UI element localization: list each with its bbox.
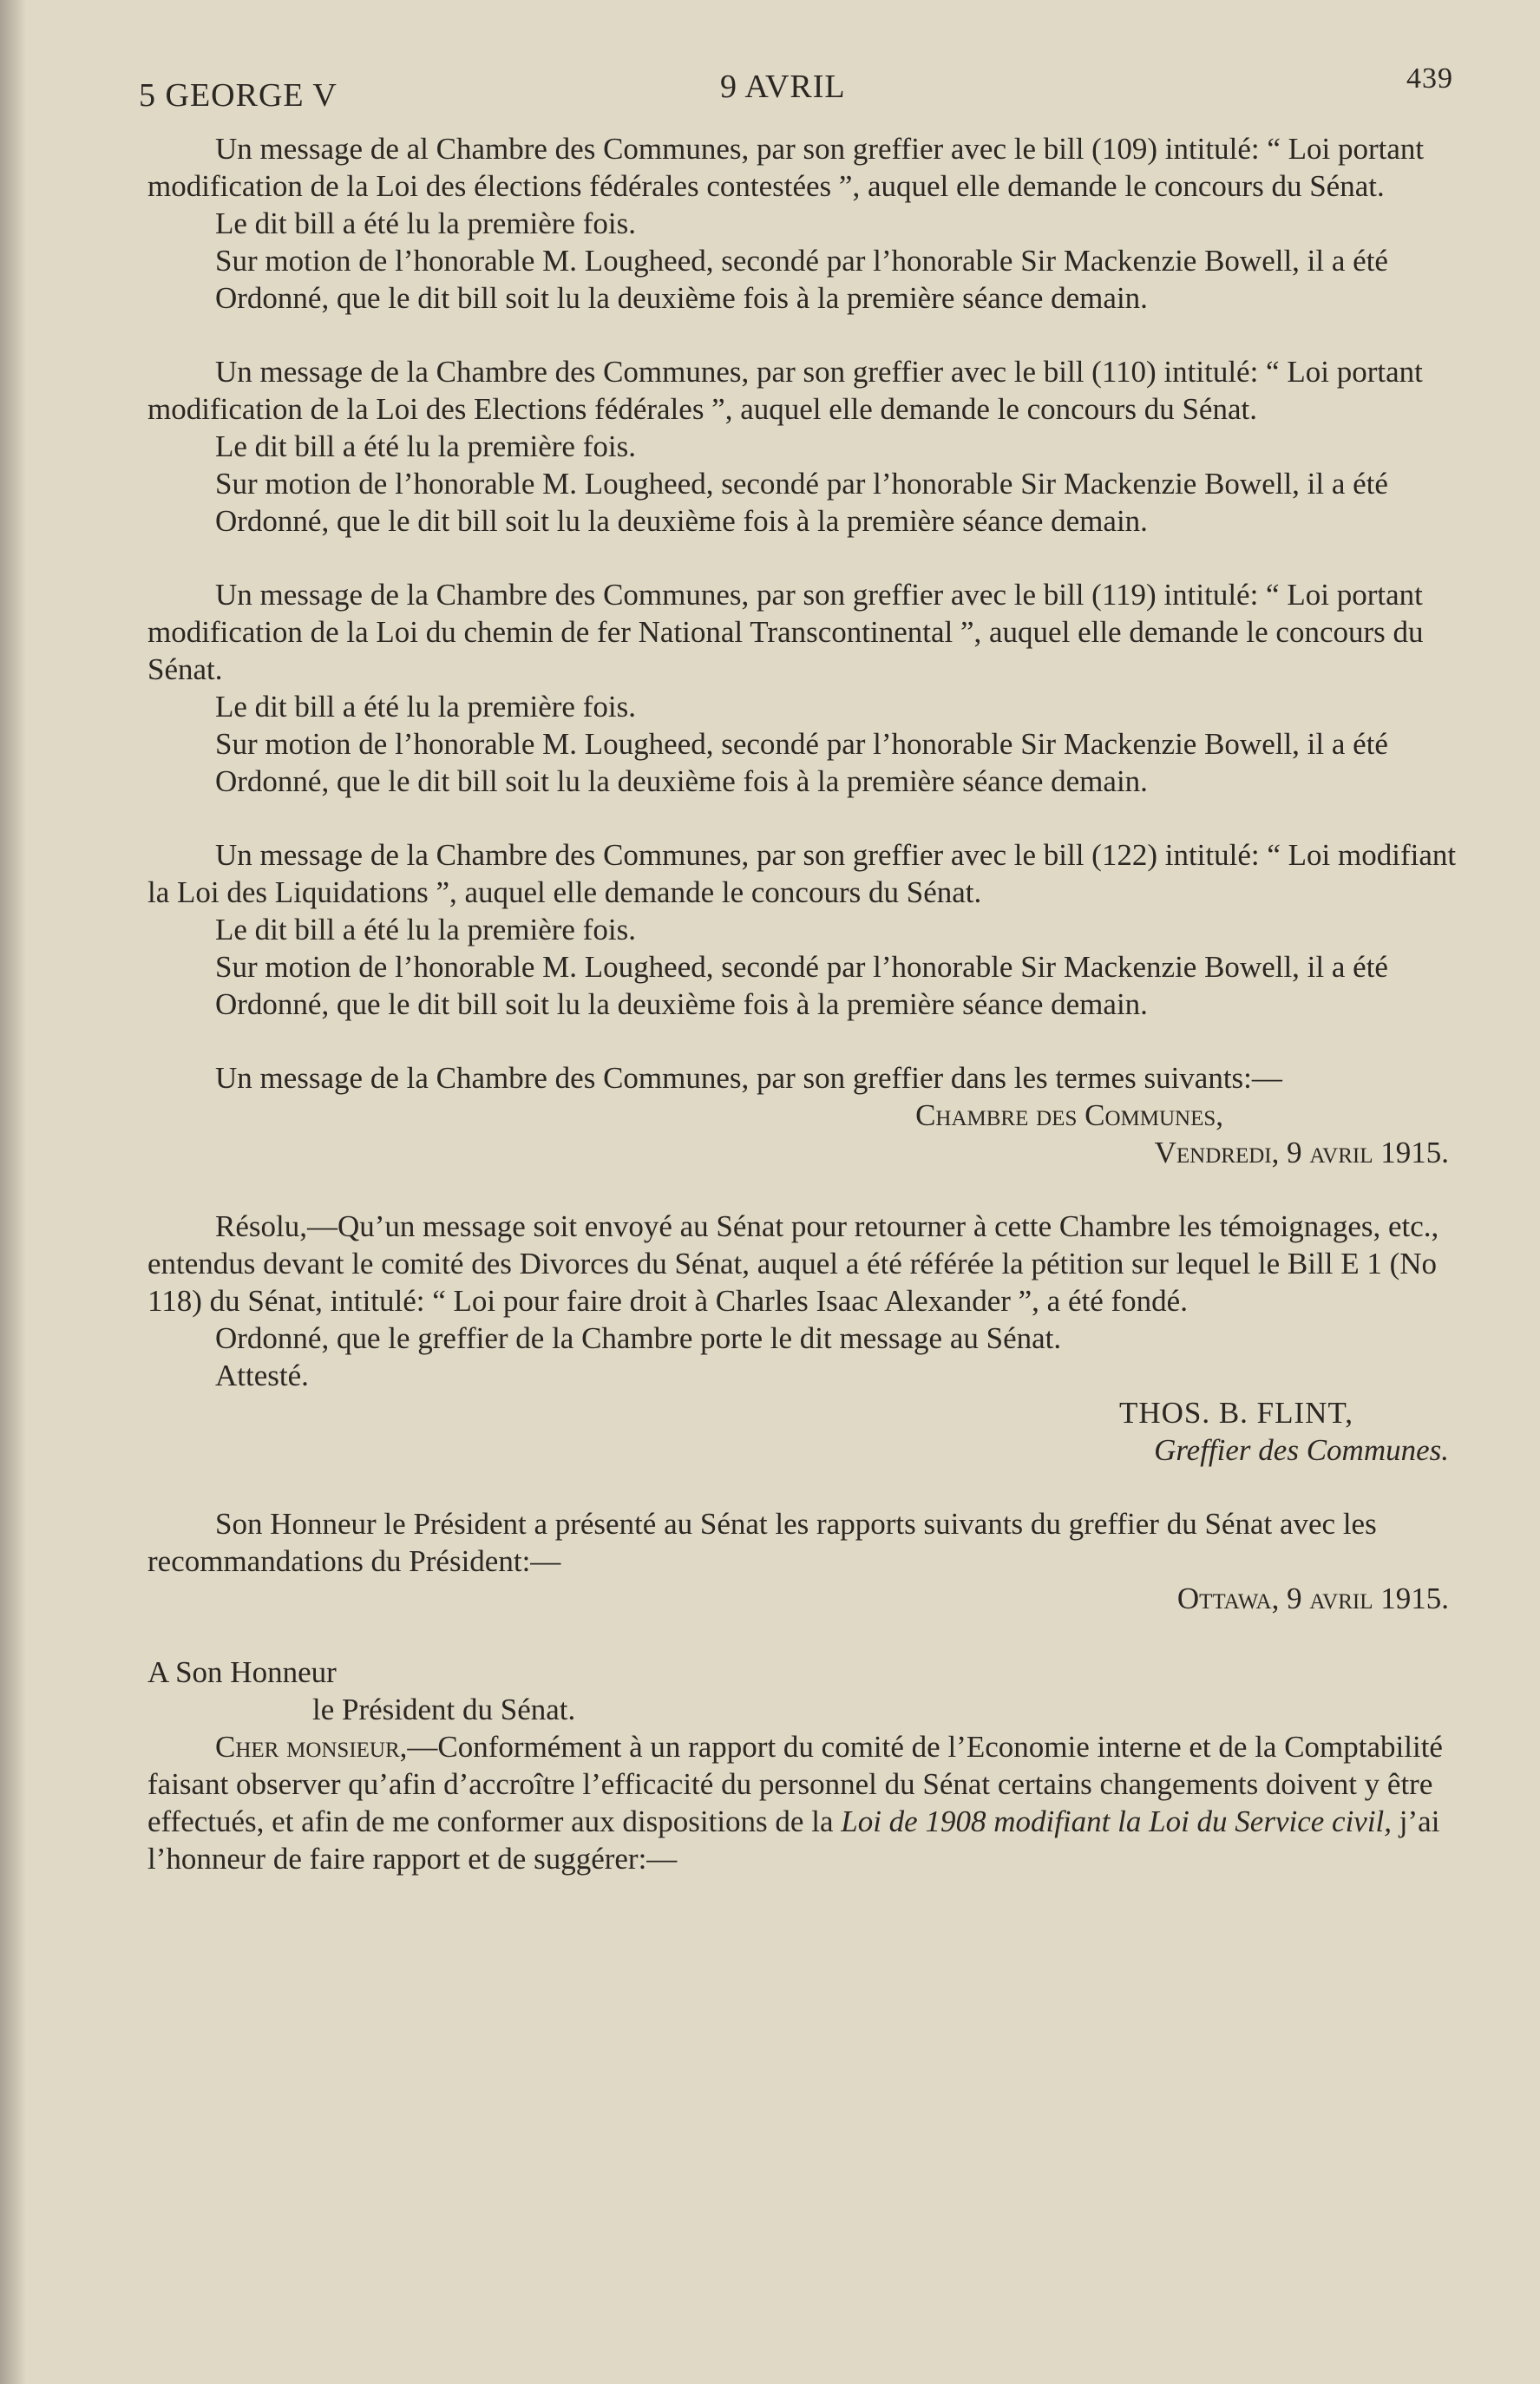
message-bill-122 [147,836,1484,1023]
first-reading: Le dit bill a été lu la première fois. [215,206,636,240]
page-body [147,130,1484,1877]
message-paragraph: Un message de la Chambre des Communes, par son greffier avec le bill (110) intitulé: “ Loi portant modification de la Loi des Elections fédérales ”, auquel elle demande le concours du Sénat. [147,355,1423,426]
addressee-line-1: A Son Honneur [147,1655,337,1689]
message-bill-119 [147,576,1484,800]
order: Ordonné, que le dit bill soit lu la deuxième fois à la première séance demain. [215,987,1148,1021]
clerk-report [147,1505,1484,1877]
message-paragraph: Un message de la Chambre des Communes, par son greffier avec le bill (119) intitulé: “ Loi portant modification de la Loi du chemin de fer National Transcontinental ”, auquel elle demande le concours du Sénat. [147,578,1424,686]
report-intro: Son Honneur le Président a présenté au Sénat les rapports suivants du greffier du Sénat avec les recommandations du Président:— [147,1507,1377,1578]
order: Ordonné, que le dit bill soit lu la deuxième fois à la première séance demain. [215,281,1148,315]
message-bill-109 [147,130,1484,317]
law-title: Loi de 1908 modifiant la Loi du Service civil, [841,1804,1393,1838]
resolution-text: Résolu,—Qu’un message soit envoyé au Sénat pour retourner à cette Chambre les témoignages, etc., entendus devant le comité des Divorces du Sénat, auquel a été référée la pétition sur lequel le Bill E 1 (No 118) du Sénat, intitulé: “ Loi pour faire droit à Charles Isaac Alexander ”, a été fondé. [147,1209,1439,1318]
page-header [139,62,1453,120]
message-origin: Chambre des Communes, [915,1098,1223,1132]
signatory-title: Greffier des Communes. [1154,1433,1449,1467]
message-date: Vendredi, 9 avril 1915. [1154,1136,1449,1169]
order: Ordonné, que le greffier de la Chambre porte le dit message au Sénat. [215,1321,1062,1355]
message-divorce-resolution [147,1059,1484,1469]
attestation: Attesté. [215,1359,309,1392]
order: Ordonné, que le dit bill soit lu la deuxième fois à la première séance demain. [215,764,1148,798]
message-intro: Un message de la Chambre des Communes, par son greffier dans les termes suivants:— [215,1061,1282,1095]
salutation: Cher monsieur, [215,1730,408,1764]
page-number: 439 [1406,62,1453,95]
signatory-name: THOS. B. FLINT, [1118,1396,1353,1430]
first-reading: Le dit bill a été lu la première fois. [215,690,636,724]
message-paragraph: Un message de al Chambre des Communes, par son greffier avec le bill (109) intitulé: “ Loi portant modification de la Loi des élections fédérales contestées ”, auquel elle demande le concours du Sénat. [147,132,1425,203]
report-date: Ottawa, 9 avril 1915. [1176,1582,1449,1615]
motion: Sur motion de l’honorable M. Lougheed, secondé par l’honorable Sir Mackenzie Bowell, il a été [215,950,1388,984]
order: Ordonné, que le dit bill soit lu la deuxième fois à la première séance demain. [215,504,1148,538]
addressee-line-2: le Président du Sénat. [312,1693,576,1726]
first-reading: Le dit bill a été lu la première fois. [215,429,636,463]
message-bill-110 [147,353,1484,540]
first-reading: Le dit bill a été lu la première fois. [215,913,636,946]
book-spine-shadow [0,0,26,2384]
header-regnal-year: 5 GEORGE V [139,77,337,114]
message-paragraph: Un message de la Chambre des Communes, par son greffier avec le bill (122) intitulé: “ Loi modifiant la Loi des Liquidations ”, auquel elle demande le concours du Sénat. [147,838,1457,909]
motion: Sur motion de l’honorable M. Lougheed, secondé par l’honorable Sir Mackenzie Bowell, il a été [215,244,1388,278]
motion: Sur motion de l’honorable M. Lougheed, secondé par l’honorable Sir Mackenzie Bowell, il a été [215,727,1388,761]
report-body-part1: —Conformément à un rapport du comité de l’Economie interne et de la Comptabilité faisant observer qu’afin d’accroître l’efficacité du personnel du Sénat certains changements doivent y être effectués, et afin de me conformer aux dispositions de la [147,1730,1443,1838]
motion: Sur motion de l’honorable M. Lougheed, secondé par l’honorable Sir Mackenzie Bowell, il a été [215,467,1388,501]
report-body-part2: j’ai l’honneur de faire rapport et de suggérer:— [147,1804,1440,1876]
header-date: 9 AVRIL [720,69,846,105]
report-body [147,1728,1484,1877]
